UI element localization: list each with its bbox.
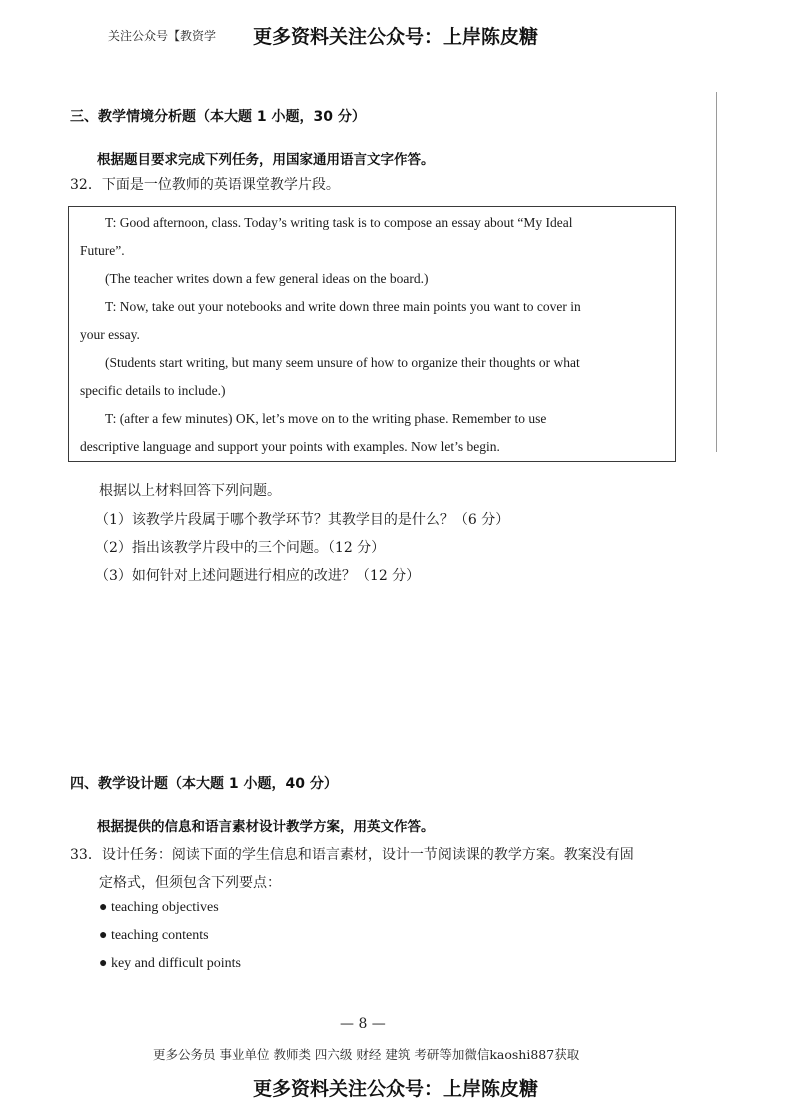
header-banner: 更多资料关注公众号：上岸陈皮糖: [253, 26, 539, 48]
sub-question-2: （2）指出该教学片段中的三个问题。（12 分）: [95, 540, 386, 556]
passage-line: T: Now, take out your notebooks and write down three main points you want to cover in: [105, 299, 581, 314]
section-3-title: 三、教学情境分析题（本大题 1 小题，30 分）: [70, 109, 366, 125]
scan-edge-line: [716, 92, 717, 452]
passage-line: Future”.: [80, 243, 125, 258]
question-33-line-2: 定格式，但须包含下列要点：: [99, 875, 281, 891]
passage-line: (Students start writing, but many seem unsure of how to organize their thoughts or what: [105, 355, 580, 370]
passage-line: T: (after a few minutes) OK, let’s move on to the writing phase. Remember to use: [105, 411, 547, 426]
passage-line: T: Good afternoon, class. Today’s writing task is to compose an essay about “My Ideal: [105, 215, 573, 230]
sub-question-3: （3）如何针对上述问题进行相应的改进？（12 分）: [95, 568, 421, 584]
footer-banner: 更多资料关注公众号：上岸陈皮糖: [253, 1078, 539, 1100]
footer-ad-line: 更多公务员 事业单位 教师类 四六级 财经 建筑 考研等加微信kaoshi887获取: [153, 1047, 580, 1062]
section-3-instruction: 根据题目要求完成下列任务，用国家通用语言文字作答。: [97, 152, 435, 168]
bullet-item: ● teaching contents: [99, 928, 209, 943]
bullet-item: ● key and difficult points: [99, 956, 241, 971]
header-note: 关注公众号【教资学: [108, 29, 217, 43]
sub-question-1: （1）该教学片段属于哪个教学环节？其教学目的是什么？（6 分）: [95, 512, 510, 528]
passage-line: your essay.: [80, 327, 140, 342]
passage-line: (The teacher writes down a few general ideas on the board.): [105, 271, 429, 286]
question-33-line-1: 33．设计任务：阅读下面的学生信息和语言素材，设计一节阅读课的教学方案。教案没有固: [70, 847, 634, 863]
bullet-item: ● teaching objectives: [99, 900, 219, 915]
question-32: 32．下面是一位教师的英语课堂教学片段。: [70, 177, 340, 193]
page-number: — 8 —: [340, 1016, 386, 1032]
passage-line: specific details to include.): [80, 383, 226, 398]
section-4-title: 四、教学设计题（本大题 1 小题，40 分）: [70, 776, 338, 792]
passage-line: descriptive language and support your points with examples. Now let’s begin.: [80, 439, 500, 454]
section-4-instruction: 根据提供的信息和语言素材设计教学方案，用英文作答。: [97, 819, 435, 835]
answer-prompt: 根据以上材料回答下列问题。: [99, 483, 281, 499]
